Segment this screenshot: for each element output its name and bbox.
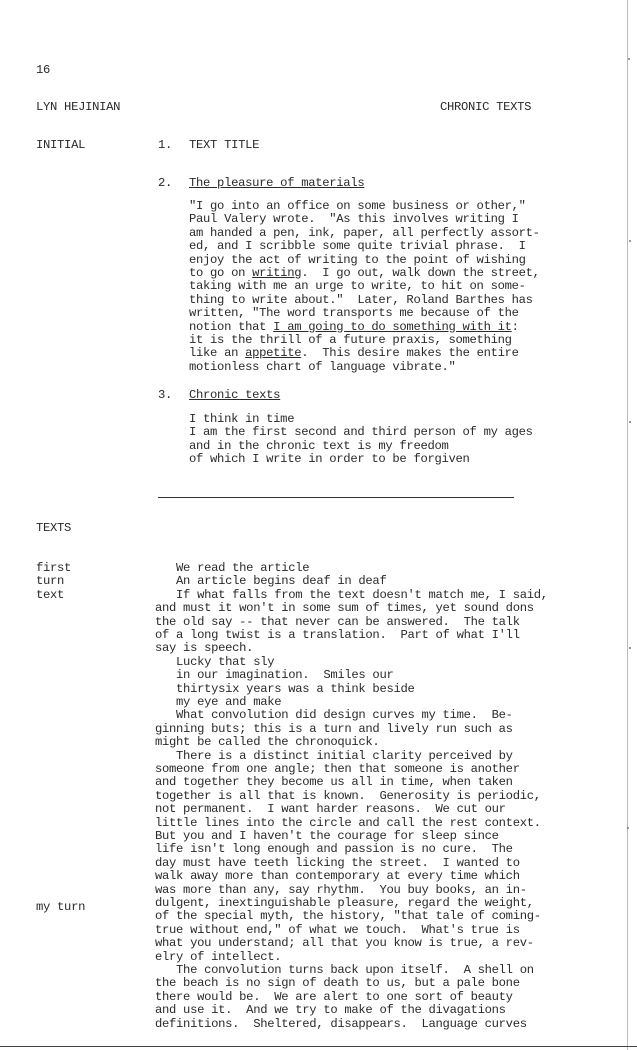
text-line: day must have teeth licking the street. I wanted to xyxy=(155,855,520,870)
quote-line: am handed a pen, ink, paper, all perfectly assort- xyxy=(189,225,540,240)
section-2-number: 2. xyxy=(158,176,173,190)
quote-line: like an appetite. This desire makes the entire xyxy=(189,346,519,361)
text-line: There is a distinct initial clarity perceived by xyxy=(155,748,513,763)
text-line: little lines into the circle and call the rest context. xyxy=(155,815,541,830)
text-line: and must it won't in some sum of times, yet sound dons xyxy=(155,601,534,616)
text-line: not permanent. I want harder reasons. We cut our xyxy=(155,802,506,817)
text-line: was more than any, say rhythm. You buy books, an in- xyxy=(155,882,527,897)
section-1-number: 1. xyxy=(158,138,173,152)
quote-line: enjoy the act of writing to the point of wishing xyxy=(189,252,526,267)
section-1-title: TEXT TITLE xyxy=(189,138,260,152)
text-line: ginning buts; this is a turn and lively run such as xyxy=(155,721,513,736)
section-divider xyxy=(158,497,514,498)
text-line: An article begins deaf in deaf xyxy=(155,574,387,589)
text-line: definitions. Sheltered, disappears. Language curves xyxy=(155,1016,527,1031)
poem-line: and in the chronic text is my freedom xyxy=(189,438,449,453)
text-line: thirtysix years was a think beside xyxy=(155,681,415,696)
page-number: 16 xyxy=(36,63,51,77)
text-line: The convolution turns back upon itself. A shell on xyxy=(155,963,534,977)
scan-speck xyxy=(629,240,631,242)
text-line: and together they become us all in time, when taken xyxy=(155,775,513,790)
text-line: of a long twist is a translation. Part of what I'll xyxy=(155,628,520,642)
text-line: life isn't long enough and passion is no cure. The xyxy=(155,842,513,857)
text-line: together is all that is known. Generosity is periodic, xyxy=(155,788,541,803)
quote-line: Paul Valery wrote. "As this involves writing I xyxy=(189,212,519,227)
section-3-number: 3. xyxy=(158,388,173,402)
initial-label: INITIAL xyxy=(36,138,86,152)
text-line: say is speech. xyxy=(155,641,254,656)
quote-line: motionless chart of language vibrate." xyxy=(189,359,456,374)
poem-line: I am the first second and third person of my ages xyxy=(189,425,533,440)
text-line: and use it. And we try to make of the divagations xyxy=(155,1003,506,1018)
text-line: someone from one angle; then that someone is another xyxy=(155,762,520,776)
scan-speck xyxy=(629,647,631,649)
quote-line: "I go into an office on some business or other," xyxy=(189,199,526,213)
text-line: of the special myth, the history, "that tale of coming- xyxy=(155,909,541,924)
text-line: Lucky that sly xyxy=(155,654,275,669)
quote-line: thing to write about." Later, Roland Barthes has xyxy=(189,292,533,307)
author-header: LYN HEJINIAN xyxy=(36,100,121,114)
quote-line: notion that I am going to do something with it: xyxy=(189,319,519,334)
text-line: dulgent, inextinguishable pleasure, regard the weight, xyxy=(155,896,534,910)
quote-line: to go on writing. I go out, walk down the street, xyxy=(189,266,540,280)
text-line: might be called the chronoquick. xyxy=(155,735,380,750)
section-2-title: The pleasure of materials xyxy=(189,176,365,190)
text-line: But you and I haven't the courage for sleep since xyxy=(155,829,499,843)
text-line: true without end," of what we touch. What's true is xyxy=(155,922,520,937)
poem-line: of which I write in order to be forgiven xyxy=(189,452,470,467)
poem-line: I think in time xyxy=(189,412,295,426)
margin-note-line: first xyxy=(36,561,72,575)
margin-note-line: turn xyxy=(36,574,65,589)
text-line: my eye and make xyxy=(155,695,282,709)
text-line: in our imagination. Smiles our xyxy=(155,668,394,683)
text-line: there would be. We are alert to one sort of beauty xyxy=(155,989,513,1004)
margin-note-my-turn: my turn xyxy=(36,900,86,914)
quote-line: ed, and I scribble some quite trivial phrase. I xyxy=(189,239,526,254)
scan-speck xyxy=(627,827,629,829)
text-line: What convolution did design curves my time. Be- xyxy=(155,708,513,723)
scan-speck xyxy=(629,421,631,423)
margin-note-line: text xyxy=(36,587,65,602)
section-3-title: Chronic texts xyxy=(189,388,281,402)
text-line: what you understand; all that you know is true, a rev- xyxy=(155,936,534,951)
text-line: the old say -- that never can be answered. The talk xyxy=(155,614,520,629)
quote-line: taking with me an urge to write, to hit on some- xyxy=(189,279,526,294)
quote-line: it is the thrill of a future praxis, something xyxy=(189,333,512,347)
text-line: elry of intellect. xyxy=(155,949,282,964)
text-line: walk away more than contemporary at every time which xyxy=(155,869,520,884)
text-line: If what falls from the text doesn't match me, I said, xyxy=(155,587,548,602)
quote-line: written, "The word transports me because of the xyxy=(189,306,519,321)
running-title: CHRONIC TEXTS xyxy=(440,100,532,114)
text-line: We read the article xyxy=(155,561,310,575)
text-line: the beach is no sign of death to us, but a pale bone xyxy=(155,976,520,991)
page-bottom-edge xyxy=(0,1046,637,1047)
page-edge-line xyxy=(627,0,628,1050)
texts-label: TEXTS xyxy=(36,521,72,535)
scan-speck xyxy=(628,58,630,60)
